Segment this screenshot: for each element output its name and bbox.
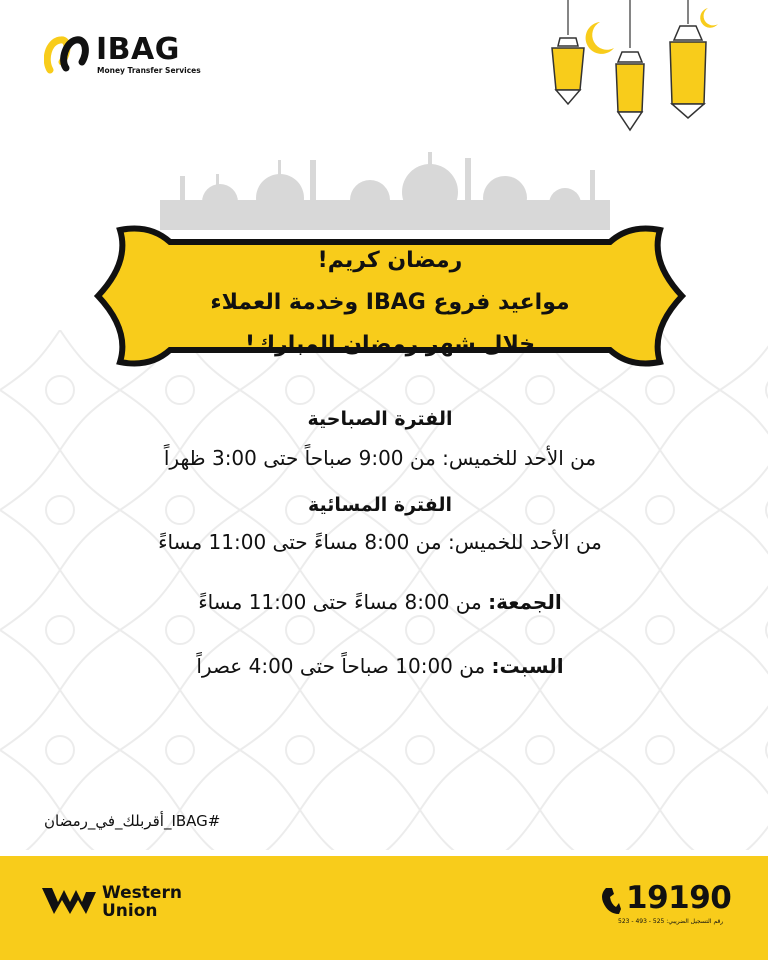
- lantern-left: [552, 38, 584, 104]
- banner-title: مواعيد فروع IBAG وخدمة العملاء: [210, 290, 570, 315]
- evening-section: [60, 494, 700, 516]
- saturday-hours-text: من 10:00 صباحاً حتى 4:00 عصراً: [196, 654, 492, 678]
- morning-section: [60, 408, 700, 430]
- brand-name: IBAG: [96, 32, 180, 67]
- evening-heading: الفترة المسائية: [308, 494, 452, 516]
- western-union-logo[interactable]: [42, 882, 222, 922]
- ramadan-banner: [90, 222, 690, 370]
- partner-line2: Union: [102, 901, 158, 921]
- morning-heading: الفترة الصباحية: [307, 408, 453, 430]
- friday-hours-text: من 8:00 مساءً حتى 11:00 مساءً: [198, 590, 489, 614]
- saturday-hours: [60, 654, 700, 678]
- mosque-skyline: [160, 140, 610, 230]
- hotline-number: 19190: [626, 880, 732, 916]
- saturday-label: السبت:: [491, 654, 564, 678]
- lantern-middle: [616, 52, 644, 130]
- banner-subtitle: خلال شهر رمضان المبارك!: [244, 332, 536, 357]
- partner-line1: Western: [102, 883, 182, 903]
- ibag-logo[interactable]: [44, 34, 204, 78]
- ibag-logo-icon: [44, 34, 92, 74]
- morning-hours-text: من الأحد للخميس: من 9:00 صباحاً حتى 3:00 ظهراً: [163, 446, 597, 470]
- footer-bar: [0, 856, 768, 960]
- friday-hours: [60, 590, 700, 614]
- friday-label: الجمعة:: [488, 590, 562, 614]
- phone-icon: [600, 886, 622, 916]
- lanterns-illustration: [530, 0, 768, 140]
- evening-hours-text: من الأحد للخميس: من 8:00 مساءً حتى 11:00 مساءً: [158, 530, 602, 554]
- hotline[interactable]: [600, 880, 732, 944]
- morning-hours: [60, 446, 700, 470]
- brand-tagline: Money Transfer Services: [97, 66, 201, 75]
- tax-registration: رقم التسجيل الضريبي: 525 - 493 - 523: [618, 918, 724, 925]
- western-union-logo-icon: [42, 886, 96, 916]
- banner-greeting: رمضان كريم!: [317, 248, 463, 273]
- lantern-right: [670, 26, 706, 118]
- evening-hours: [60, 530, 700, 554]
- hashtag[interactable]: #IBAG_أقربلك_في_رمضان: [44, 812, 221, 830]
